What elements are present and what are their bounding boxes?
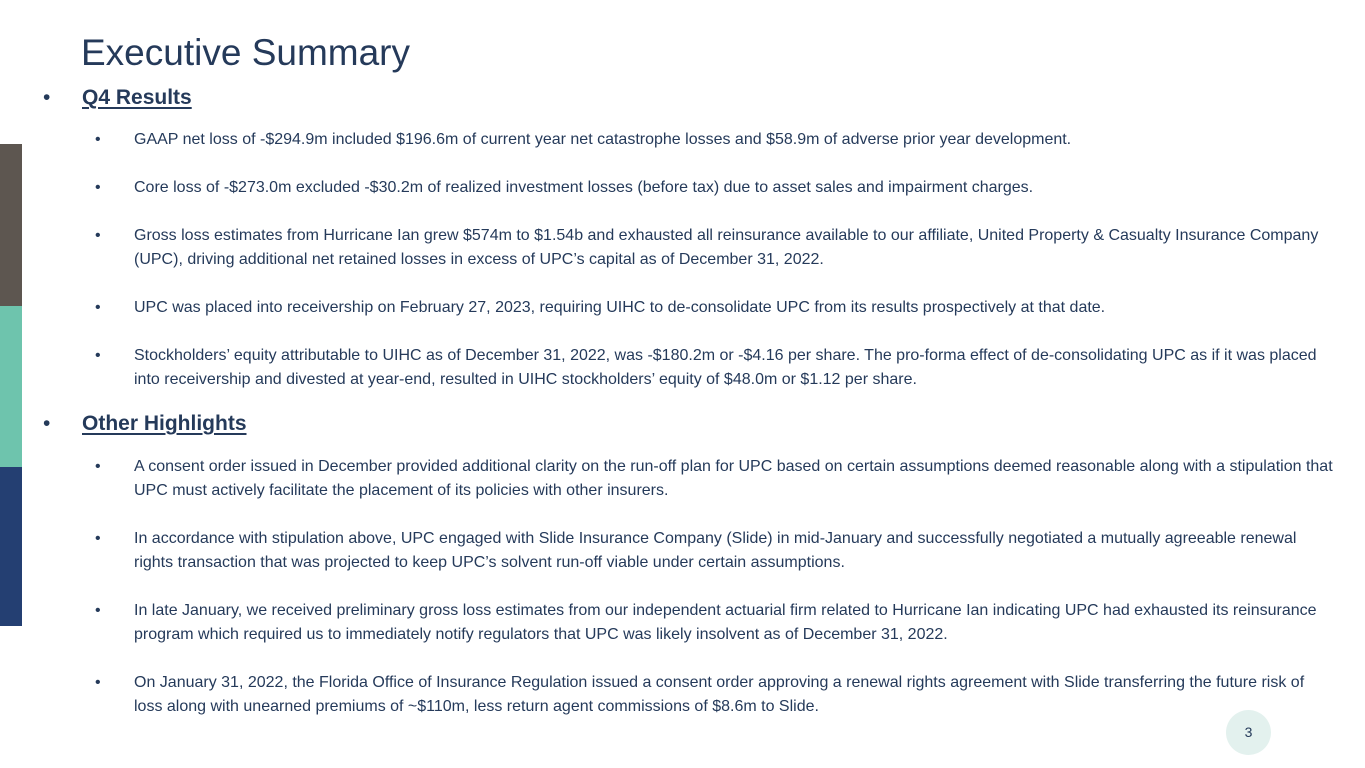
bullet-icon: • bbox=[43, 412, 51, 435]
accent-bar-middle bbox=[0, 306, 22, 467]
list-item bbox=[43, 344, 1333, 392]
list-item bbox=[43, 176, 1333, 200]
bullet-icon: • bbox=[95, 458, 101, 475]
bullet-icon: • bbox=[95, 131, 101, 148]
list-item-text: Gross loss estimates from Hurricane Ian grew $574m to $1.54b and exhausted all reinsurance available to our affiliate, United Property & Casualty Insurance Company (UPC), driving additional net retained losses in excess of UPC’s capital as of December 31, 2022. bbox=[134, 227, 1319, 268]
list-item-text: On January 31, 2022, the Florida Office of Insurance Regulation issued a consent order approving a renewal rights agreement with Slide transferring the future risk of loss along with unearned premiums of ~$110m, less return agent commissions of $8.6m to Slide. bbox=[134, 674, 1305, 715]
bullet-icon: • bbox=[43, 86, 51, 109]
list-item bbox=[43, 224, 1333, 272]
bullet-icon: • bbox=[95, 530, 101, 547]
list-item bbox=[43, 599, 1333, 647]
list-item bbox=[43, 527, 1333, 575]
list-item-text: In late January, we received preliminary gross loss estimates from our independent actuarial firm related to Hurricane Ian indicating UPC had exhausted its reinsurance program which required us to immediately notify regulators that UPC was likely insolvent as of December 31, 2022. bbox=[134, 602, 1317, 643]
list-item bbox=[43, 128, 1333, 152]
section-heading bbox=[43, 83, 1333, 113]
list-item bbox=[43, 455, 1333, 503]
bullet-icon: • bbox=[95, 674, 101, 691]
bullet-list bbox=[43, 128, 1333, 392]
list-item bbox=[43, 671, 1333, 719]
list-item-text: A consent order issued in December provided additional clarity on the run-off plan for UPC based on certain assumptions deemed reasonable along with a stipulation that UPC must actively facilitate the placement of its policies with other insurers. bbox=[134, 458, 1333, 499]
bullet-icon: • bbox=[95, 347, 101, 364]
list-item-text: In accordance with stipulation above, UPC engaged with Slide Insurance Company (Slide) in mid-January and successfully negotiated a mutually agreeable renewal rights transaction that was projected to keep UPC’s solvent run-off viable under certain assumptions. bbox=[134, 530, 1297, 571]
bullet-icon: • bbox=[95, 602, 101, 619]
bullet-icon: • bbox=[95, 299, 101, 316]
list-item-text: Stockholders’ equity attributable to UIHC as of December 31, 2022, was -$180.2m or -$4.16 per share. The pro-forma effect of de-consolidating UPC as if it was placed into receivership and divested at year-end, resulted in UIHC stockholders’ equity of $48.0m or $1.12 per share. bbox=[134, 347, 1317, 388]
section-other-highlights bbox=[43, 409, 1333, 719]
list-item-text: GAAP net loss of -$294.9m included $196.6m of current year net catastrophe losses and $58.9m of adverse prior year development. bbox=[134, 131, 1072, 148]
accent-bar-bottom bbox=[0, 467, 22, 626]
section-heading-label: Q4 Results bbox=[82, 86, 192, 109]
section-heading bbox=[43, 409, 1333, 439]
list-item-text: UPC was placed into receivership on February 27, 2023, requiring UIHC to de-consolidate UPC from its results prospectively at that date. bbox=[134, 299, 1106, 316]
bullet-icon: • bbox=[95, 179, 101, 196]
section-heading-label: Other Highlights bbox=[82, 412, 247, 435]
list-item bbox=[43, 296, 1333, 320]
bullet-list bbox=[43, 455, 1333, 719]
accent-bar-top bbox=[0, 144, 22, 306]
slide-title: Executive Summary bbox=[81, 32, 410, 73]
page-number-badge: 3 bbox=[1226, 710, 1271, 755]
bullet-icon: • bbox=[95, 227, 101, 244]
list-item-text: Core loss of -$273.0m excluded -$30.2m of realized investment losses (before tax) due to asset sales and impairment charges. bbox=[134, 179, 1034, 196]
section-q4-results bbox=[43, 83, 1333, 392]
